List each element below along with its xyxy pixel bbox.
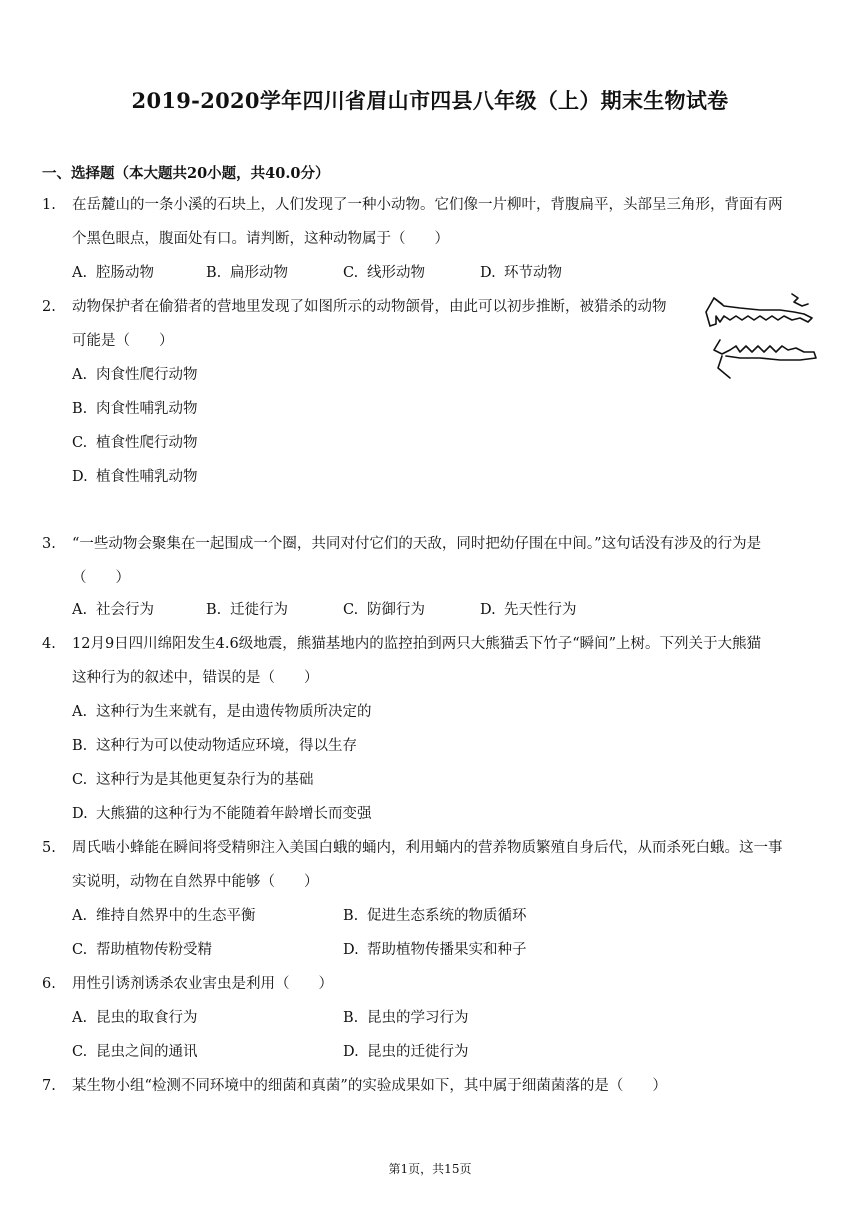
- option-c: C. 帮助植物传粉受精: [72, 942, 212, 958]
- question-text: “一些动物会聚集在一起围成一个圈，共同对付它们的天敌，同时把幼仔围在中间。”这句话没有涉及的行为是: [72, 536, 762, 552]
- option-b: B. 促进生态系统的物质循环: [343, 908, 527, 924]
- question-number: 4.: [42, 636, 56, 652]
- option-d: D. 大熊猫的这种行为不能随着年龄增长而变强: [72, 806, 372, 822]
- exam-title: 2019-2020学年四川省眉山市四县八年级（上）期末生物试卷: [131, 88, 729, 113]
- question-text: 个黑色眼点，腹面处有口。请判断，这种动物属于（ ）: [72, 231, 449, 247]
- question-text: （ ）: [72, 570, 130, 586]
- question-text: 这种行为的叙述中，错误的是（ ）: [72, 670, 319, 686]
- option-d: D. 环节动物: [480, 265, 562, 281]
- question-number: 2.: [42, 299, 56, 315]
- option-d: D. 昆虫的迁徙行为: [343, 1044, 469, 1060]
- option-b: B. 肉食性哺乳动物: [72, 401, 198, 417]
- option-c: C. 防御行为: [343, 602, 425, 618]
- question-text: 动物保护者在偷猎者的营地里发现了如图所示的动物颌骨，由此可以初步推断，被猎杀的动物: [72, 299, 667, 315]
- option-b: B. 昆虫的学习行为: [343, 1010, 469, 1026]
- question-number: 1.: [42, 197, 56, 213]
- option-b: B. 扁形动物: [206, 265, 288, 281]
- question-text: 在岳麓山的一条小溪的石块上，人们发现了一种小动物。它们像一片柳叶，背腹扁平，头部呈三角形，背面有两: [72, 197, 783, 213]
- option-d: D. 先天性行为: [480, 602, 577, 618]
- option-a: A. 昆虫的取食行为: [72, 1010, 198, 1026]
- option-b: B. 迁徙行为: [206, 602, 288, 618]
- question-text: 用性引诱剂诱杀农业害虫是利用（ ）: [72, 976, 333, 992]
- question-text: 某生物小组“检测不同环境中的细菌和真菌”的实验成果如下，其中属于细菌菌落的是（ ）: [72, 1078, 667, 1094]
- option-c: C. 昆虫之间的通讯: [72, 1044, 198, 1060]
- option-a: A. 这种行为生来就有，是由遗传物质所决定的: [72, 704, 372, 720]
- option-d: D. 帮助植物传播果实和种子: [343, 942, 527, 958]
- option-a: A. 腔肠动物: [72, 265, 154, 281]
- section-heading: 一、选择题（本大题共20小题，共40.0分）: [42, 165, 330, 182]
- question-number: 7.: [42, 1078, 56, 1094]
- option-c: C. 这种行为是其他更复杂行为的基础: [72, 772, 314, 788]
- question-text: 实说明，动物在自然界中能够（ ）: [72, 874, 319, 890]
- option-d: D. 植食性哺乳动物: [72, 469, 198, 485]
- option-c: C. 线形动物: [343, 265, 425, 281]
- option-a: A. 维持自然界中的生态平衡: [72, 908, 256, 924]
- option-b: B. 这种行为可以使动物适应环境，得以生存: [72, 738, 357, 754]
- option-a: A. 肉食性爬行动物: [72, 367, 198, 383]
- question-text: 12月9日四川绵阳发生4.6级地震，熊猫基地内的监控拍到两只大熊猫丢下竹子“瞬间”上树。下列关于大熊猫: [72, 636, 762, 652]
- option-c: C. 植食性爬行动物: [72, 435, 198, 451]
- jawbone-figure: [700, 290, 825, 385]
- question-text: 可能是（ ）: [72, 333, 174, 349]
- option-a: A. 社会行为: [72, 602, 154, 618]
- question-number: 6.: [42, 976, 56, 992]
- question-number: 5.: [42, 840, 56, 856]
- page-footer: 第1页，共15页: [388, 1162, 472, 1176]
- question-number: 3.: [42, 536, 56, 552]
- question-text: 周氏啮小蜂能在瞬间将受精卵注入美国白蛾的蛹内，利用蛹内的营养物质繁殖自身后代，从而杀死白蛾。这一事: [72, 840, 783, 856]
